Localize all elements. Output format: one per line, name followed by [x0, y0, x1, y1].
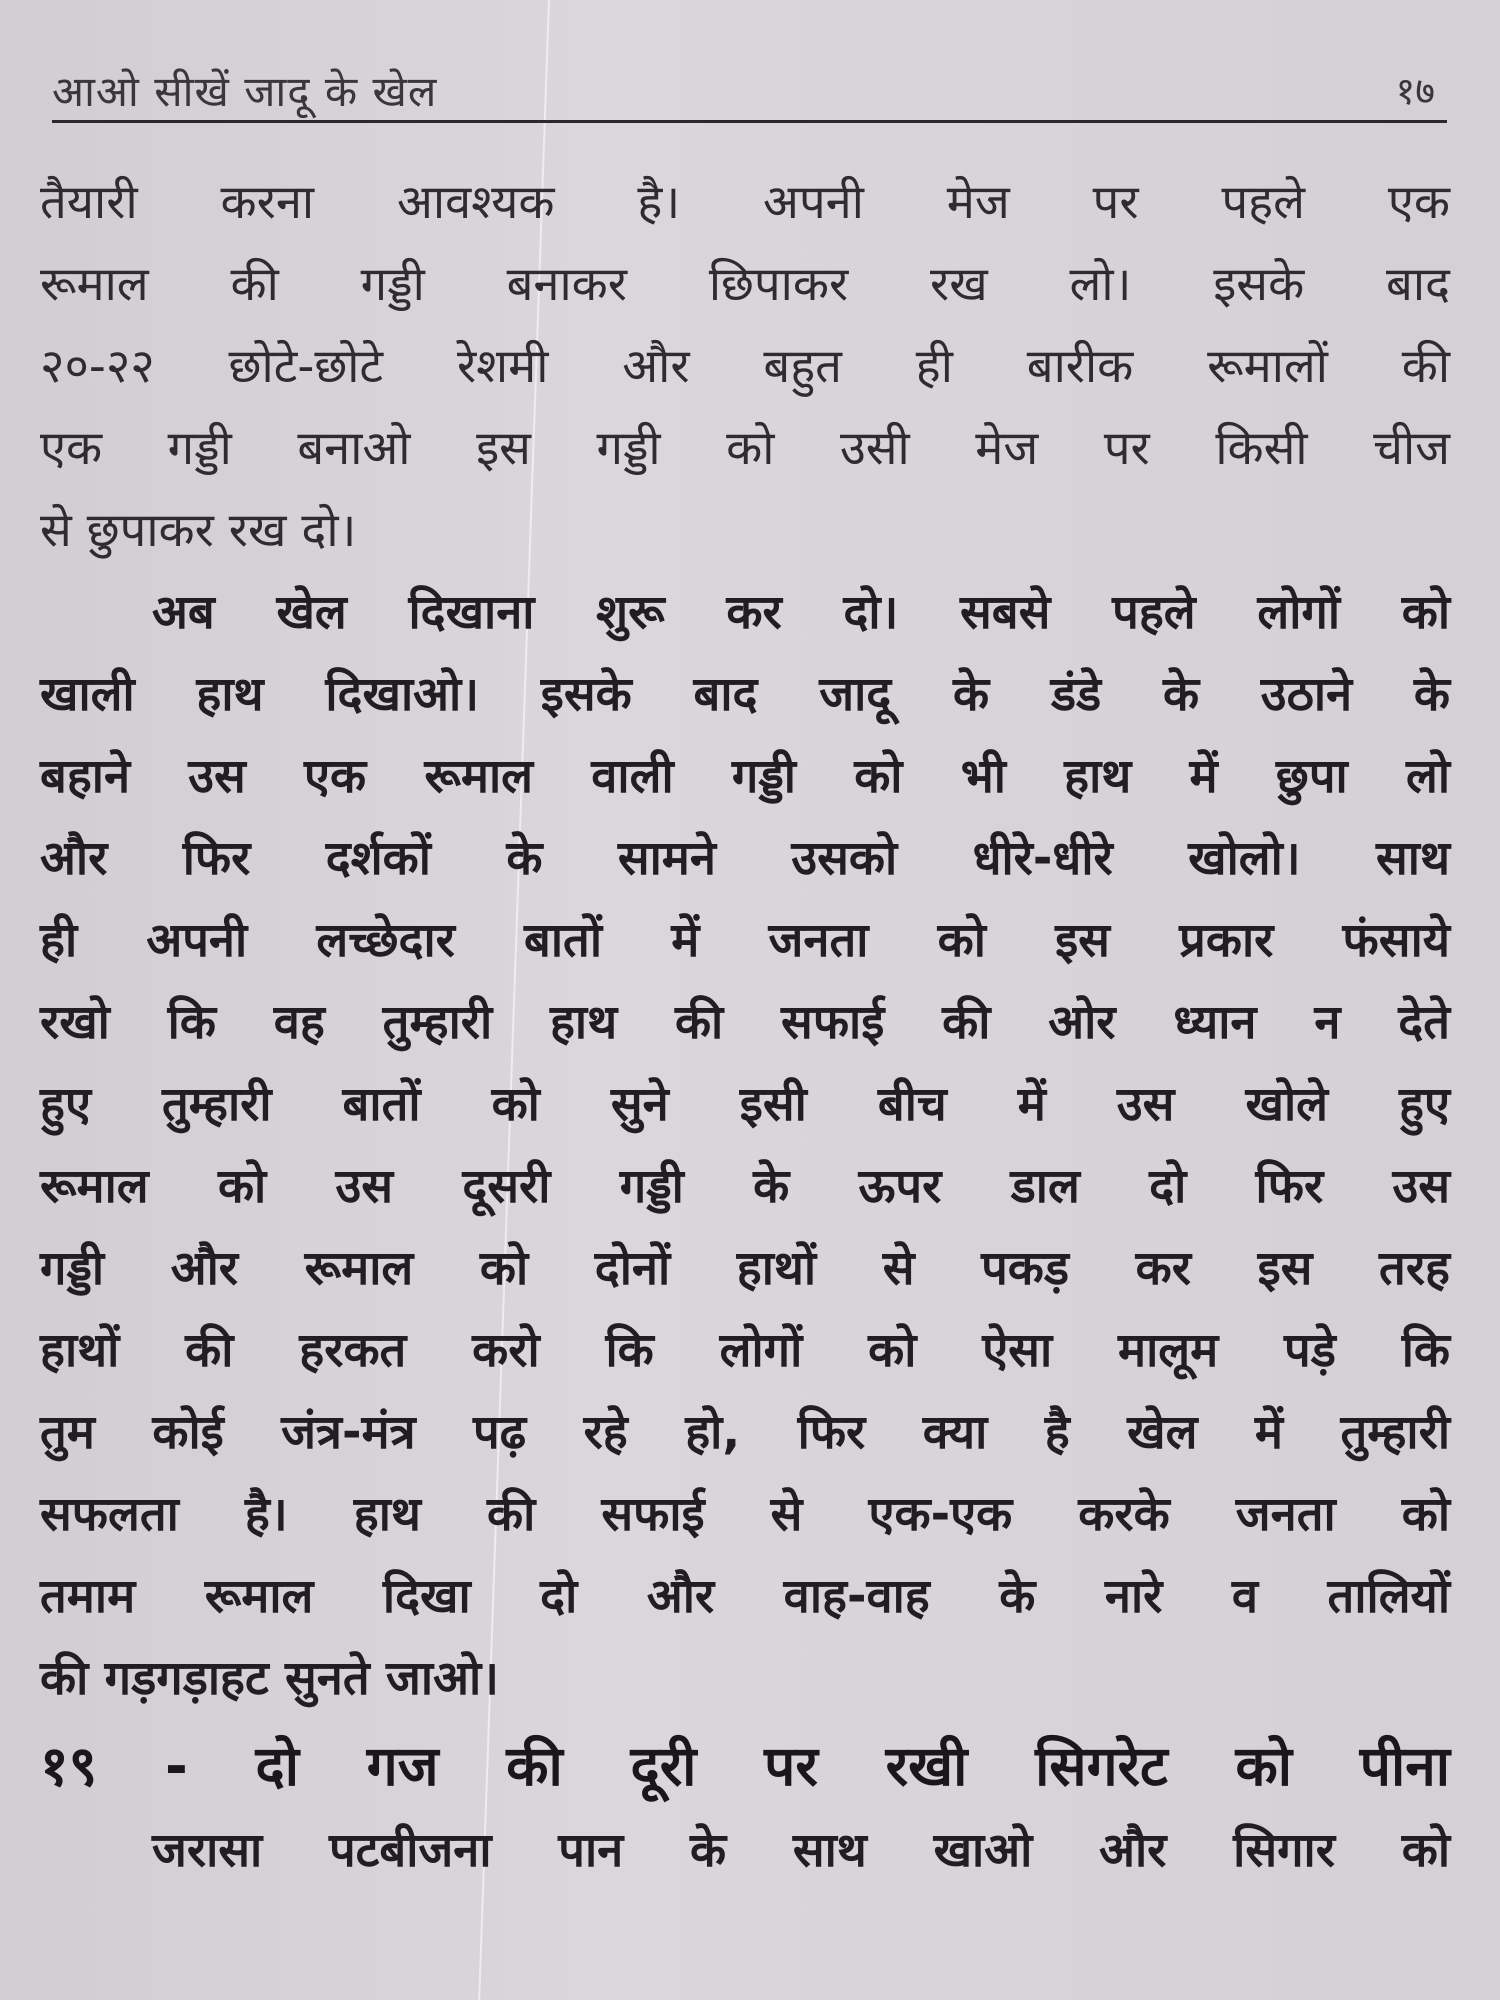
text-line: तमाम रूमाल दिखा दो और वाह-वाह के नारे व तालियों [40, 1569, 1450, 1624]
running-title: आओ सीखें जादू के खेल [52, 67, 438, 116]
text-line: तैयारी करना आवश्यक है। अपनी मेज पर पहले एक [40, 175, 1450, 230]
text-line: तुम कोई जंत्र-मंत्र पढ़ रहे हो, फिर क्या है खेल में तुम्हारी [40, 1405, 1450, 1460]
text-line: एक गड्डी बनाओ इस गड्डी को उसी मेज पर किसी चीज [40, 421, 1450, 476]
page-header [52, 60, 1447, 123]
text-line: ही अपनी लच्छेदार बातों में जनता को इस प्रकार फंसाये [40, 913, 1450, 968]
text-line: से छुपाकर रख दो। [40, 503, 357, 558]
page-number: १७ [1395, 69, 1435, 113]
text-line: बहाने उस एक रूमाल वाली गड्डी को भी हाथ में छुपा लो [40, 749, 1450, 804]
text-line: जरासा पटबीजना पान के साथ खाओ और सिगार को [152, 1823, 1450, 1878]
text-line: रखो कि वह तुम्हारी हाथ की सफाई की ओर ध्यान न देते [40, 995, 1450, 1050]
text-line: सफलता है। हाथ की सफाई से एक-एक करके जनता को [40, 1487, 1450, 1542]
text-line: खाली हाथ दिखाओ। इसके बाद जादू के डंडे के उठाने के [40, 667, 1450, 722]
text-line: गड्डी और रूमाल को दोनों हाथों से पकड़ कर इस तरह [40, 1241, 1450, 1296]
text-line: २०-२२ छोटे-छोटे रेशमी और बहुत ही बारीक रूमालों की [40, 339, 1450, 394]
body-text [40, 162, 1450, 1892]
text-line: और फिर दर्शकों के सामने उसको धीरे-धीरे खोलो। साथ [40, 831, 1450, 886]
text-line: रूमाल की गड्डी बनाकर छिपाकर रख लो। इसके बाद [40, 257, 1450, 312]
text-line: हुए तुम्हारी बातों को सुने इसी बीच में उस खोले हुए [40, 1077, 1450, 1132]
text-line: रूमाल को उस दूसरी गड्डी के ऊपर डाल दो फिर उस [40, 1159, 1450, 1214]
text-line: की गड़गड़ाहट सुनते जाओ। [40, 1651, 499, 1706]
text-line: हाथों की हरकत करो कि लोगों को ऐसा मालूम पड़े कि [40, 1323, 1450, 1378]
section-heading: १९ - दो गज की दूरी पर रखी सिगरेट को पीना [40, 1734, 1450, 1798]
text-line: अब खेल दिखाना शुरू कर दो। सबसे पहले लोगों को [152, 585, 1450, 640]
